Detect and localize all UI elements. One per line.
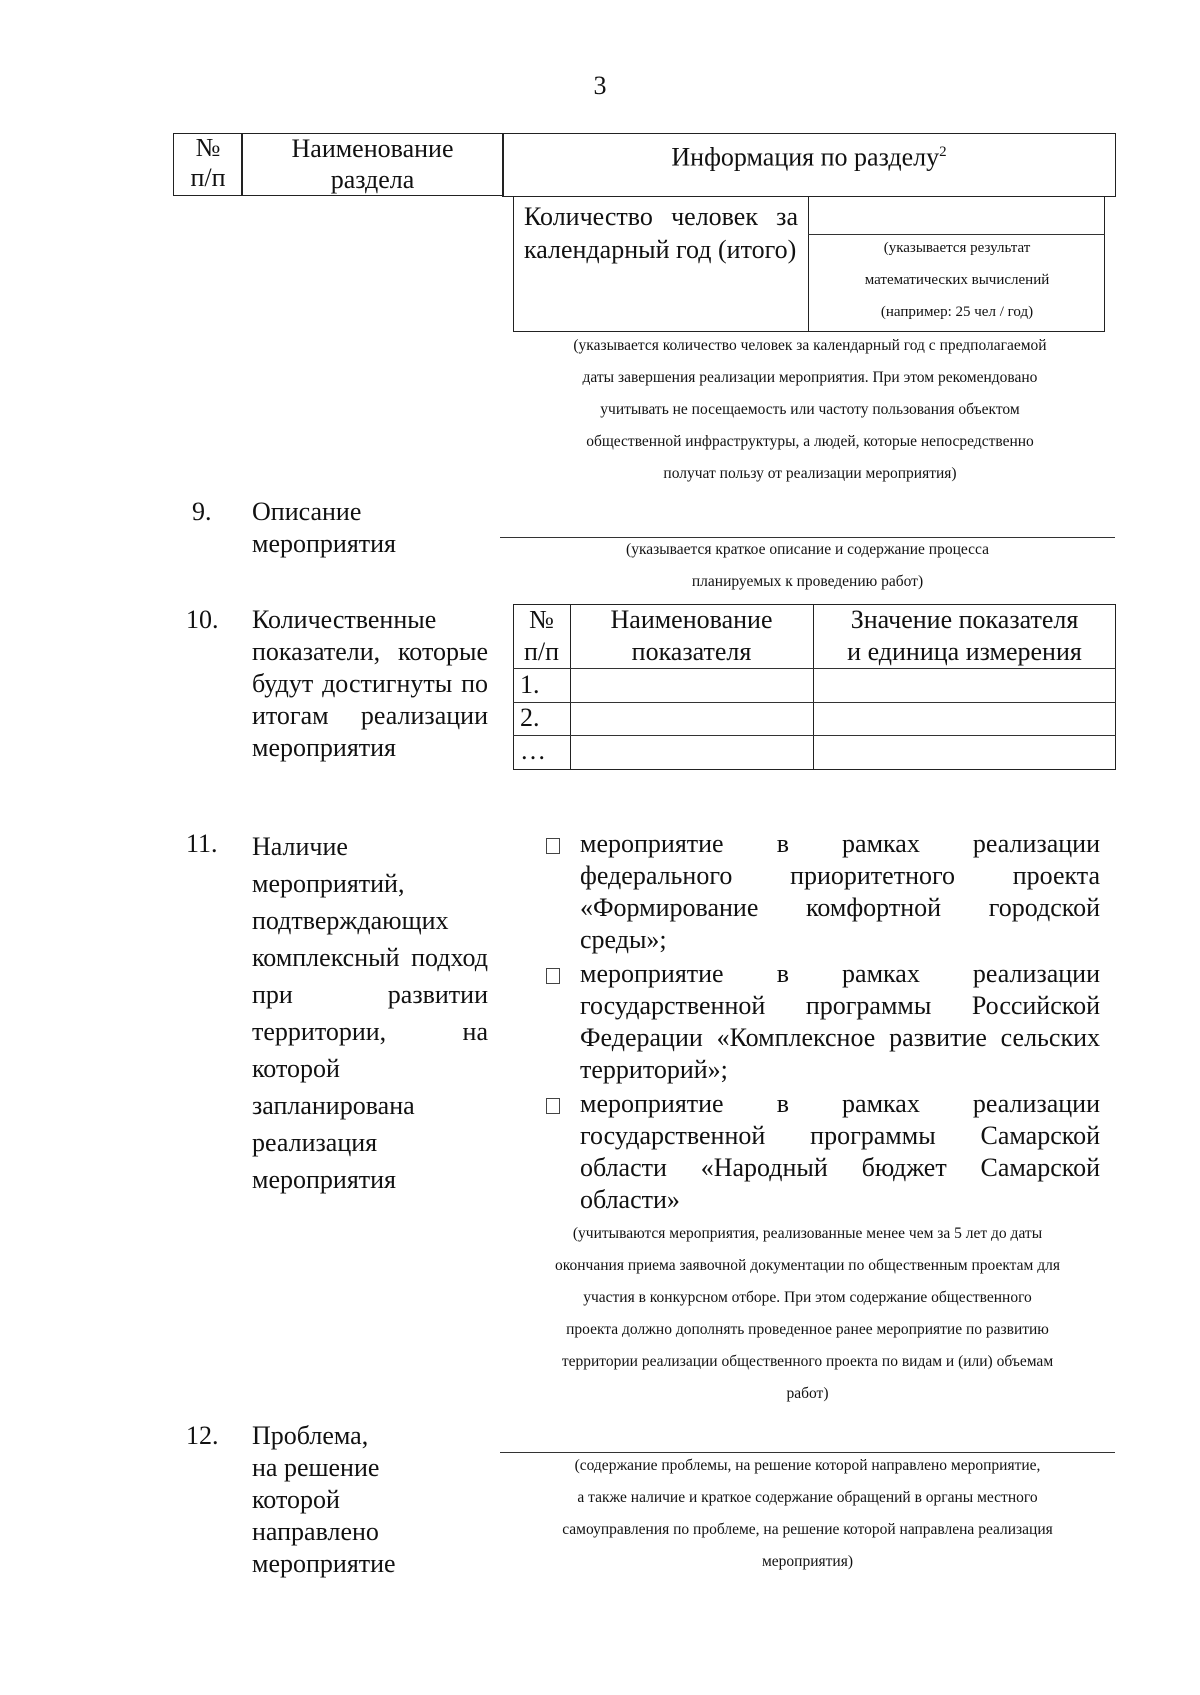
page-number: 3 [593, 71, 607, 100]
people-box-divider [808, 196, 809, 332]
row11-note: (учитываются мероприятия, реализованные менее чем за 5 лет до даты окончания приема заявочной документации по общественным проектам для участия в конкурсном отборе. При этом содержание общественного проекта должно дополнять проведенное ранее мероприятие по развитию территории реализации общественного проекта по видам и (или) объемам работ) [555, 1225, 1060, 1402]
footnote-ref: 2 [939, 144, 947, 160]
option-checkbox[interactable] [546, 838, 560, 854]
people-count-note: (указывается количество человек за календарный год с предполагаемой даты завершения реализации мероприятия. При этом рекомендовано учитывать не посещаемость или частоту пользования объектом общественной инфраструктуры, а людей, которые непосредственно получат пользу от реализации мероприятия) [573, 337, 1047, 482]
indicators-row-num: 1. [520, 670, 540, 699]
row11-number: 11. [186, 829, 218, 858]
row9-name: Описание мероприятия [252, 497, 397, 558]
row10-name: Количественные показатели, которые будут достигнуты по итогам реализации мероприятия [252, 605, 488, 762]
header-name: Наименование раздела [291, 134, 454, 194]
header-info-text: Информация по разделу [671, 142, 940, 172]
row10-number: 10. [186, 605, 219, 634]
option-label: мероприятие в рамках реализации государственной программы Самарской области «Народный бюджет Самарской области» [580, 1089, 1100, 1214]
indicators-header-value: Значение показателя и единица измерения [847, 605, 1082, 666]
row12-name: Проблема, на решение которой направлено мероприятие [252, 1421, 396, 1578]
indicators-row-num: … [520, 736, 546, 765]
people-count-label: Количество человек за календарный год (итого) [524, 202, 798, 264]
row9-hint: (указывается краткое описание и содержание процесса планируемых к проведению работ) [626, 541, 989, 590]
indicators-row-num: 2. [520, 703, 540, 732]
indicators-header-num: № п/п [523, 605, 560, 666]
indicators-row-line-2 [513, 735, 1116, 736]
option-label: мероприятие в рамках реализации государственной программы Российской Федерации «Комплексное развитие сельских территорий»; [580, 959, 1100, 1084]
row12-hint: (содержание проблемы, на решение которой направлено мероприятие, а также наличие и краткое содержание обращений в органы местного самоуправления по проблеме, на решение которой направлена реализация мероприятия) [562, 1457, 1053, 1570]
header-info [502, 136, 1116, 174]
indicators-row-line-1 [513, 702, 1116, 703]
option-label: мероприятие в рамках реализации федерального приоритетного проекта «Формирование комфортной городской среды»; [580, 829, 1100, 954]
row11-name: Наличие мероприятий, подтверждающих комплексный подход при развитии территории, на которой запланирована реализация мероприятия [252, 832, 488, 1194]
people-count-hint: (указывается результат математических вычислений (например: 25 чел / год) [864, 240, 1050, 320]
header-num: № п/п [190, 133, 226, 192]
option-checkbox[interactable] [546, 968, 560, 984]
row9-number: 9. [192, 497, 212, 526]
indicators-header-name: Наименование показателя [610, 605, 773, 666]
indicators-header-line [513, 668, 1116, 669]
option-checkbox[interactable] [546, 1098, 560, 1114]
row12-number: 12. [186, 1421, 219, 1450]
